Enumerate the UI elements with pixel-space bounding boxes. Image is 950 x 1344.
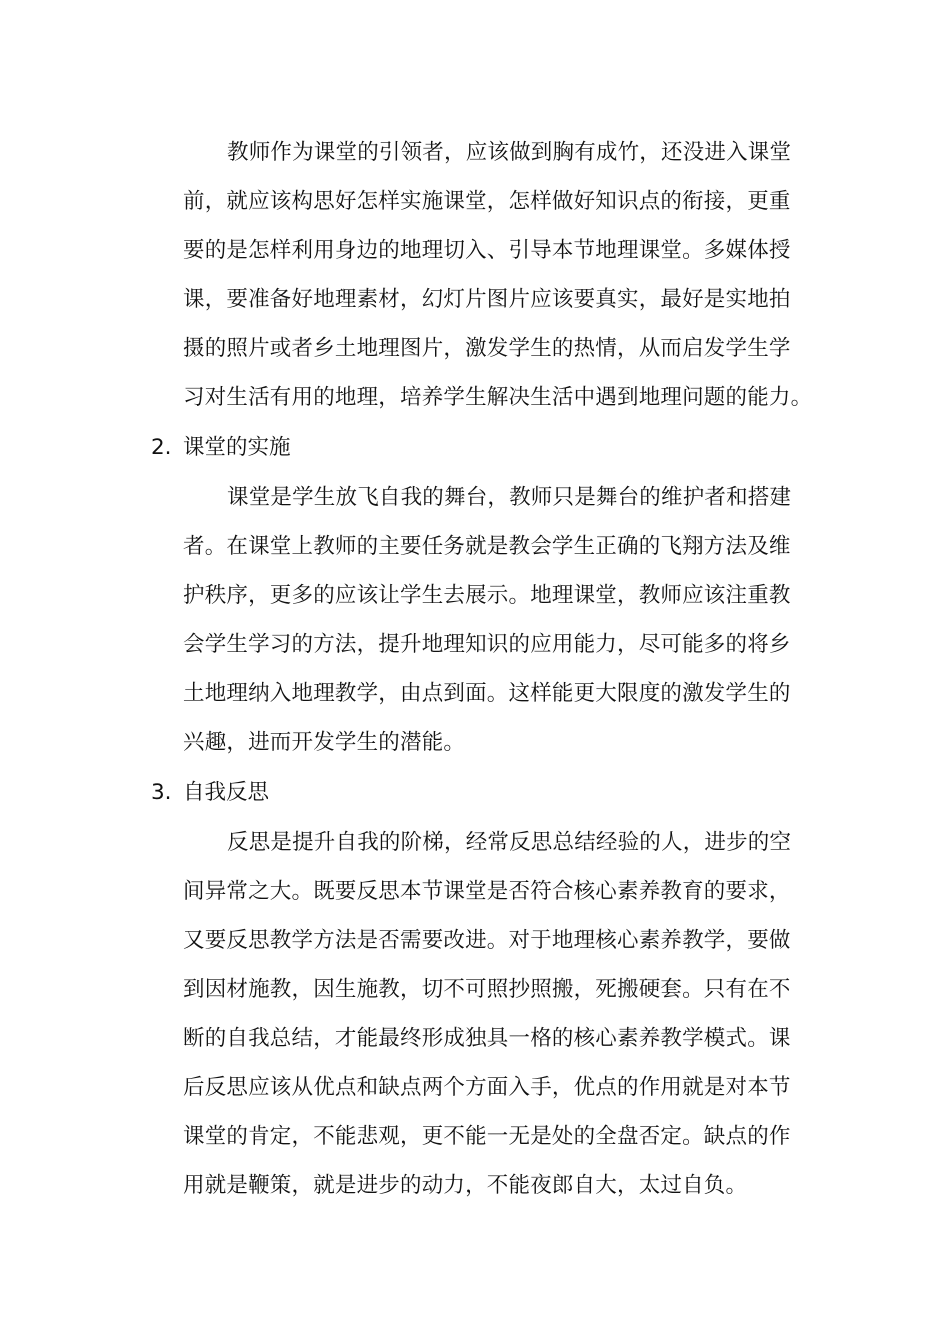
paragraph-line: 习对生活有用的地理，培养学生解决生活中遇到地理问题的能力。	[183, 385, 813, 410]
paragraph-line: 断的自我总结，才能最终形成独具一格的核心素养教学模式。课	[183, 1026, 791, 1051]
paragraph-line: 土地理纳入地理教学，由点到面。这样能更大限度的激发学生的	[183, 681, 791, 706]
section-heading-3	[151, 779, 269, 807]
paragraph-line: 兴趣，进而开发学生的潜能。	[183, 730, 466, 755]
paragraph-line: 前，就应该构思好怎样实施课堂，怎样做好知识点的衔接，更重	[183, 189, 791, 214]
section-number: 3.	[151, 780, 172, 805]
section-heading-2	[151, 434, 291, 462]
paragraph-line: 反思是提升自我的阶梯，经常反思总结经验的人，进步的空	[227, 830, 792, 855]
paragraph-line: 课堂是学生放飞自我的舞台，教师只是舞台的维护者和搭建	[227, 485, 792, 510]
paragraph-line: 后反思应该从优点和缺点两个方面入手，优点的作用就是对本节	[183, 1075, 791, 1100]
paragraph-line: 摄的照片或者乡土地理图片，激发学生的热情，从而启发学生学	[183, 336, 791, 361]
paragraph-line: 者。在课堂上教师的主要任务就是教会学生正确的飞翔方法及维	[183, 534, 791, 559]
section-title: 课堂的实施	[183, 435, 291, 460]
paragraph-line: 护秩序，更多的应该让学生去展示。地理课堂，教师应该注重教	[183, 583, 791, 608]
paragraph-line: 间异常之大。既要反思本节课堂是否符合核心素养教育的要求，	[183, 879, 791, 904]
paragraph-line: 教师作为课堂的引领者，应该做到胸有成竹，还没进入课堂	[227, 140, 792, 165]
section-title: 自我反思	[183, 780, 270, 805]
paragraph-line: 到因材施教，因生施教，切不可照抄照搬，死搬硬套。只有在不	[183, 977, 791, 1002]
paragraph-line: 用就是鞭策，就是进步的动力，不能夜郎自大，太过自负。	[183, 1173, 748, 1198]
paragraph-line: 又要反思教学方法是否需要改进。对于地理核心素养教学，要做	[183, 928, 791, 953]
paragraph-line: 课，要准备好地理素材，幻灯片图片应该要真实，最好是实地拍	[183, 287, 791, 312]
section-number: 2.	[151, 435, 172, 460]
paragraph-line: 课堂的肯定，不能悲观，更不能一无是处的全盘否定。缺点的作	[183, 1124, 791, 1149]
paragraph-line: 会学生学习的方法，提升地理知识的应用能力，尽可能多的将乡	[183, 632, 791, 657]
paragraph-line: 要的是怎样利用身边的地理切入、引导本节地理课堂。多媒体授	[183, 238, 791, 263]
